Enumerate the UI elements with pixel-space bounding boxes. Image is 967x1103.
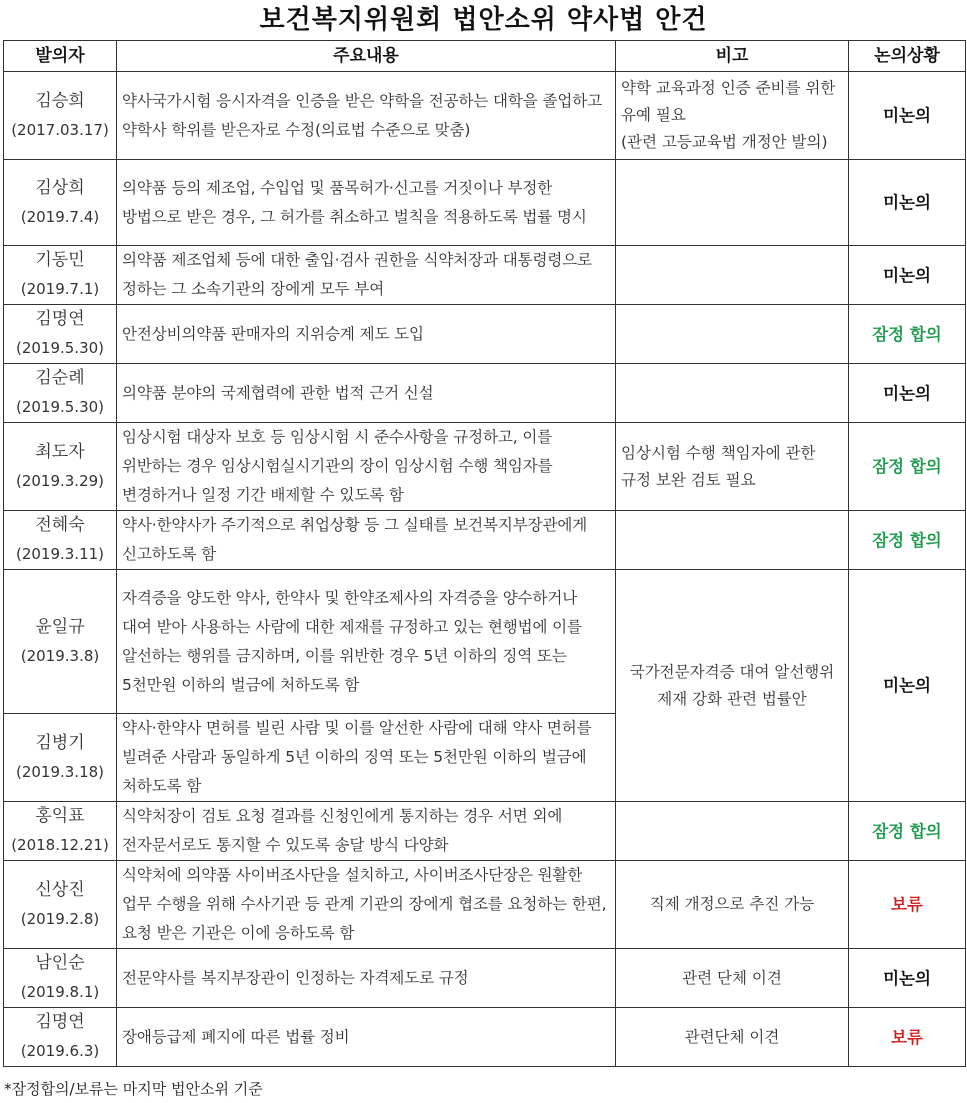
table-row bbox=[4, 570, 966, 714]
footnote: *잠정합의/보류는 마지막 법안소위 기준 bbox=[4, 1080, 263, 1098]
status-cell: 잠정 합의 bbox=[849, 511, 966, 570]
page-title: 보건복지위원회 법안소위 약사법 안건 bbox=[259, 5, 708, 35]
proposer-cell bbox=[4, 861, 117, 949]
table-row bbox=[4, 423, 966, 511]
proposer-cell bbox=[4, 423, 117, 511]
content-cell: 장애등급제 폐지에 따른 법률 정비 bbox=[117, 1008, 616, 1067]
table-row bbox=[4, 305, 966, 364]
proposal-date: (2019.3.8) bbox=[20, 646, 100, 665]
proposer-name: 김순례 bbox=[35, 368, 85, 388]
proposal-date: (2019.7.4) bbox=[20, 207, 100, 226]
table-row bbox=[4, 949, 966, 1008]
header-proposer: 발의자 bbox=[4, 41, 117, 72]
content-cell: 의약품 분야의 국제협력에 관한 법적 근거 신설 bbox=[117, 364, 616, 423]
table-row bbox=[4, 802, 966, 861]
header-status: 논의상황 bbox=[849, 41, 966, 72]
note-cell bbox=[616, 802, 849, 861]
content-cell: 식약처장이 검토 요청 결과를 신청인에게 통지하는 경우 서면 외에 전자문서로도 통지할 수 있도록 송달 방식 다양화 bbox=[117, 802, 616, 861]
status-cell: 미논의 bbox=[849, 949, 966, 1008]
header-note: 비고 bbox=[616, 41, 849, 72]
table-row bbox=[4, 246, 966, 305]
proposal-date: (2019.5.30) bbox=[15, 339, 105, 357]
proposal-date: (2017.03.17) bbox=[11, 120, 109, 139]
note-cell bbox=[616, 364, 849, 423]
table-row bbox=[4, 511, 966, 570]
proposer-cell bbox=[4, 160, 117, 246]
note-cell: 약학 교육과정 인증 준비를 위한 유예 필요 (관련 고등교육법 개정안 발의) bbox=[616, 72, 849, 160]
note-cell: 임상시험 수행 책임자에 관한 규정 보완 검토 필요 bbox=[616, 423, 849, 511]
content-cell: 자격증을 양도한 약사, 한약사 및 한약조제사의 자격증을 양수하거나 대여 받아 사용하는 사람에 대한 제재를 규정하고 있는 현행법에 이를 알선하는 행위를 금지하며, 이를 위반한 경우 5년 이하의 징역 또는 5천만원 이하의 벌금에 처하도록 함 bbox=[117, 570, 616, 714]
content-cell: 의약품 제조업체 등에 대한 출입·검사 권한을 식약처장과 대통령령으로 정하는 그 소속기관의 장에게 모두 부여 bbox=[117, 246, 616, 305]
proposer-cell bbox=[4, 949, 117, 1008]
proposer-name: 전혜숙 bbox=[35, 515, 85, 535]
proposal-date: (2018.12.21) bbox=[11, 836, 109, 854]
proposer-name: 윤일규 bbox=[35, 616, 85, 637]
note-cell bbox=[616, 246, 849, 305]
note-cell: 직제 개정으로 추진 가능 bbox=[616, 861, 849, 949]
status-cell: 잠정 합의 bbox=[849, 802, 966, 861]
proposer-cell bbox=[4, 1008, 117, 1067]
table-row bbox=[4, 861, 966, 949]
proposer-name: 김명연 bbox=[35, 309, 85, 329]
proposal-date: (2019.2.8) bbox=[20, 909, 100, 928]
status-cell: 미논의 bbox=[849, 364, 966, 423]
content-cell: 임상시험 대상자 보호 등 임상시험 시 준수사항을 규정하고, 이를 위반하는 경우 임상시험실시기관의 장이 임상시험 수행 책임자를 변경하거나 일정 기간 배제할 수 있도록 함 bbox=[117, 423, 616, 511]
status-cell: 잠정 합의 bbox=[849, 305, 966, 364]
proposer-cell bbox=[4, 714, 117, 802]
status-cell: 잠정 합의 bbox=[849, 423, 966, 511]
bill-table bbox=[3, 40, 966, 1067]
status-cell: 미논의 bbox=[849, 570, 966, 802]
proposer-name: 남인순 bbox=[35, 953, 85, 973]
status-cell: 미논의 bbox=[849, 160, 966, 246]
proposal-date: (2019.6.3) bbox=[20, 1042, 100, 1060]
note-cell bbox=[616, 160, 849, 246]
content-cell: 약사·한약사가 주기적으로 취업상황 등 그 실태를 보건복지부장관에게 신고하도록 함 bbox=[117, 511, 616, 570]
proposal-date: (2019.7.1) bbox=[20, 280, 100, 298]
content-cell: 안전상비의약품 판매자의 지위승계 제도 도입 bbox=[117, 305, 616, 364]
proposer-name: 최도자 bbox=[35, 441, 85, 462]
proposer-cell bbox=[4, 305, 117, 364]
proposer-name: 김병기 bbox=[35, 732, 85, 753]
proposal-date: (2019.8.1) bbox=[20, 983, 100, 1001]
note-cell bbox=[616, 305, 849, 364]
proposer-cell bbox=[4, 511, 117, 570]
proposal-date: (2019.3.18) bbox=[15, 762, 105, 781]
proposer-cell bbox=[4, 364, 117, 423]
header-content: 주요내용 bbox=[117, 41, 616, 72]
status-cell: 미논의 bbox=[849, 72, 966, 160]
note-cell: 국가전문자격증 대여 알선행위 제재 강화 관련 법률안 bbox=[616, 570, 849, 802]
proposer-name: 신상진 bbox=[35, 879, 85, 900]
status-cell: 보류 bbox=[849, 861, 966, 949]
proposer-name: 홍익표 bbox=[35, 806, 85, 826]
proposal-date: (2019.3.11) bbox=[15, 545, 105, 563]
proposer-name: 김명연 bbox=[35, 1012, 85, 1032]
proposal-date: (2019.3.29) bbox=[15, 471, 105, 490]
note-cell: 관련 단체 이견 bbox=[616, 949, 849, 1008]
table-body bbox=[4, 72, 966, 1067]
table-row bbox=[4, 160, 966, 246]
proposer-cell bbox=[4, 570, 117, 714]
content-cell: 약사국가시험 응시자격을 인증을 받은 약학을 전공하는 대학을 졸업하고 약학사 학위를 받은자로 수정(의료법 수준으로 맞춤) bbox=[117, 72, 616, 160]
proposer-name: 김승희 bbox=[35, 90, 85, 111]
content-cell: 의약품 등의 제조업, 수입업 및 품목허가·신고를 거짓이나 부정한 방법으로 받은 경우, 그 허가를 취소하고 벌칙을 적용하도록 법률 명시 bbox=[117, 160, 616, 246]
table-header-row bbox=[4, 41, 966, 72]
proposal-date: (2019.5.30) bbox=[15, 398, 105, 416]
table-row bbox=[4, 72, 966, 160]
proposer-name: 김상희 bbox=[35, 177, 85, 198]
note-cell bbox=[616, 511, 849, 570]
status-cell: 보류 bbox=[849, 1008, 966, 1067]
note-cell: 관련단체 이견 bbox=[616, 1008, 849, 1067]
content-cell: 전문약사를 복지부장관이 인정하는 자격제도로 규정 bbox=[117, 949, 616, 1008]
content-cell: 약사·한약사 면허를 빌린 사람 및 이를 알선한 사람에 대해 약사 면허를 빌려준 사람과 동일하게 5년 이하의 징역 또는 5천만원 이하의 벌금에 처하도록 함 bbox=[117, 714, 616, 802]
table-row bbox=[4, 364, 966, 423]
table-row bbox=[4, 1008, 966, 1067]
content-cell: 식약처에 의약품 사이버조사단을 설치하고, 사이버조사단장은 원활한 업무 수행을 위해 수사기관 등 관계 기관의 장에게 협조를 요청하는 한편, 요청 받은 기관은 이에 응하도록 함 bbox=[117, 861, 616, 949]
proposer-name: 기동민 bbox=[35, 250, 85, 270]
status-cell: 미논의 bbox=[849, 246, 966, 305]
proposer-cell bbox=[4, 246, 117, 305]
proposer-cell bbox=[4, 72, 117, 160]
proposer-cell bbox=[4, 802, 117, 861]
